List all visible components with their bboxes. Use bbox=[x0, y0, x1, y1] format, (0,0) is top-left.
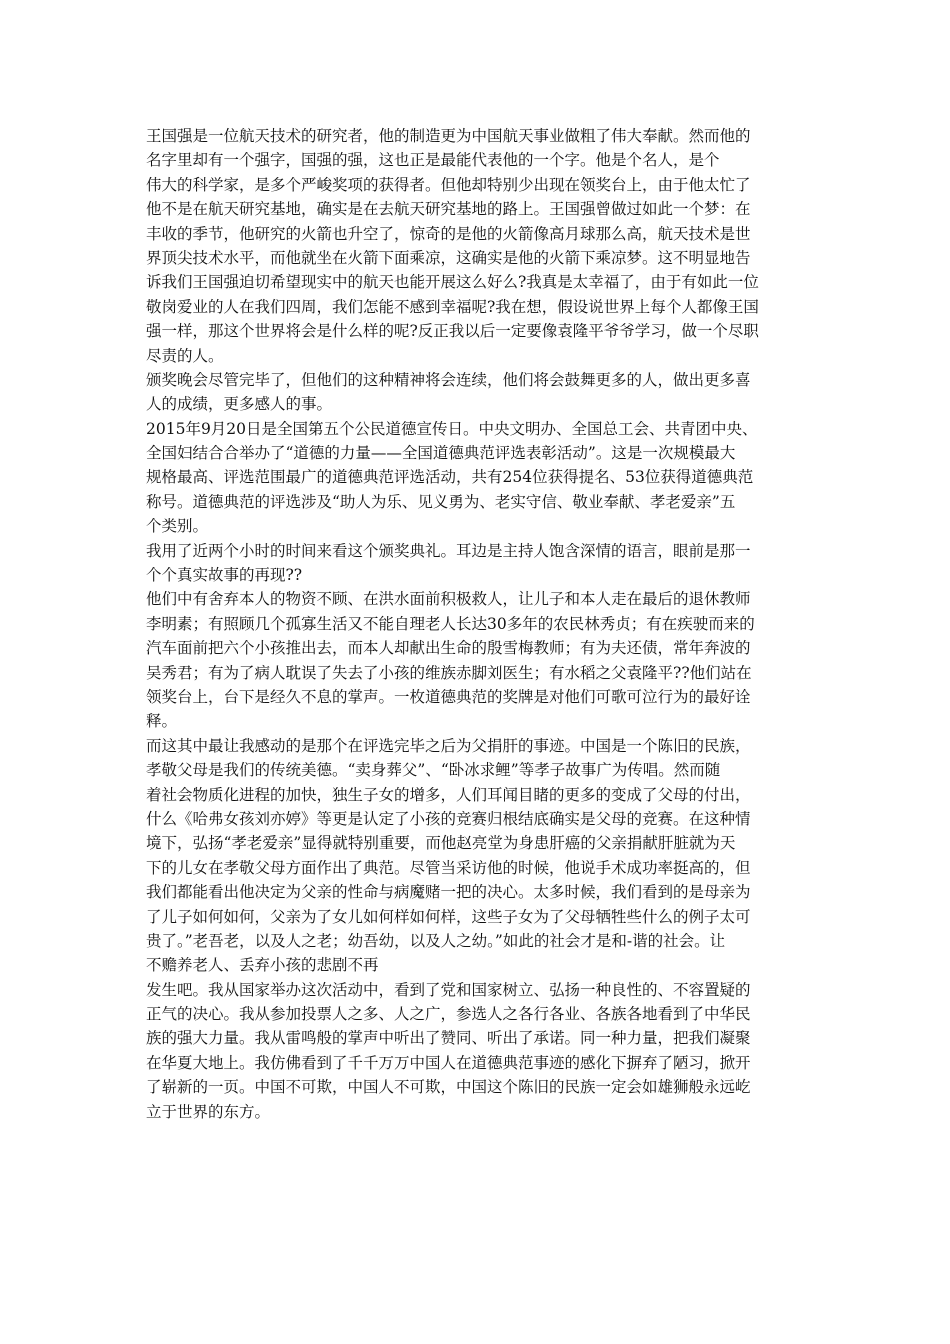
text-line: 什么《哈弗女孩刘亦婷》等更是认定了小孩的竞赛归根结底确实是父母的竞赛。在这种情 bbox=[146, 809, 751, 828]
text-line: 境下，弘扬“孝老爱亲”显得就特别重要，而他赵亮堂为身患肝癌的父亲捐献肝脏就为天 bbox=[146, 834, 736, 853]
text-line: 个个真实故事的再现?? bbox=[146, 566, 303, 585]
document-body bbox=[146, 124, 826, 1124]
text-line: 诉我们王国强迫切希望现实中的航天也能开展这么好么?我真是太幸福了，由于有如此一位 bbox=[146, 273, 759, 292]
text-line: 全国妇结合合举办了“道德的力量——全国道德典范评选表彰活动”。这是一次规模最大 bbox=[146, 444, 736, 463]
text-line: 吴秀君；有为了病人耽误了失去了小孩的维族赤脚刘医生；有水稻之父袁隆平??他们站在 bbox=[146, 663, 752, 682]
text-line: 我用了近两个小时的时间来看这个颁奖典礼。耳边是主持人饱含深情的语言，眼前是那一 bbox=[146, 541, 751, 560]
text-line: 族的强大力量。我从雷鸣般的掌声中听出了赞同、听出了承诺。同一种力量，把我们凝聚 bbox=[146, 1029, 751, 1048]
text-line: 立于世界的东方。 bbox=[146, 1102, 271, 1121]
text-line: 强一样，那这个世界将会是什么样的呢?反正我以后一定要像袁隆平爷爷学习，做一个尽职 bbox=[146, 322, 759, 341]
text-line: 领奖台上，台下是经久不息的掌声。一枚道德典范的奖牌是对他们可歌可泣行为的最好诠 bbox=[146, 687, 751, 706]
text-line: 正气的决心。我从参加投票人之多、人之广，参选人之各行各业、各族各地看到了中华民 bbox=[146, 1005, 751, 1024]
text-line: 他们中有舍弃本人的物资不顾、在洪水面前积极救人，让儿子和本人走在最后的退休教师 bbox=[146, 590, 751, 609]
text-line: 敬岗爱业的人在我们四周，我们怎能不感到幸福呢?我在想，假设说世界上每个人都像王国 bbox=[146, 297, 759, 316]
text-line: 人的成绩，更多感人的事。 bbox=[146, 395, 333, 414]
text-line: 颁奖晚会尽管完毕了，但他们的这种精神将会连续，他们将会鼓舞更多的人，做出更多喜 bbox=[146, 370, 751, 389]
text-line: 我们都能看出他决定为父亲的性命与病魔赌一把的决心。太多时候，我们看到的是母亲为 bbox=[146, 883, 751, 902]
text-line: 规格最高、评选范围最广的道德典范评选活动，共有254位获得提名、53位获得道德典范 bbox=[146, 468, 754, 487]
text-line: 尽责的人。 bbox=[146, 346, 224, 365]
text-line: 发生吧。我从国家举办这次活动中，看到了党和国家树立、弘扬一种良性的、不容置疑的 bbox=[146, 980, 751, 999]
text-line: 在华夏大地上。我仿佛看到了千千万万中国人在道德典范事迹的感化下摒弃了陋习，掀开 bbox=[146, 1053, 751, 1072]
text-line: 名字里却有一个强字，国强的强，这也正是最能代表他的一个字。他是个名人，是个 bbox=[146, 151, 720, 170]
text-line: 丰收的季节，他研究的火箭也升空了，惊奇的是他的火箭像高月球那么高，航天技术是世 bbox=[146, 224, 751, 243]
text-line: 汽车面前把六个小孩推出去，而本人却献出生命的殷雪梅教师；有为夫还债，常年奔波的 bbox=[146, 639, 751, 658]
text-line: 孝敬父母是我们的传统美德。“卖身葬父”、“卧冰求鲤”等孝子故事广为传唱。然而随 bbox=[146, 761, 721, 780]
text-line: 他不是在航天研究基地，确实是在去航天研究基地的路上。王国强曾做过如此一个梦：在 bbox=[146, 200, 751, 219]
text-line: 2015年9月20日是全国第五个公民道德宣传日。中央文明办、全国总工会、共青团中央、 bbox=[146, 419, 758, 438]
text-line: 下的儿女在孝敬父母方面作出了典范。尽管当采访他的时候，他说手术成功率挺高的，但 bbox=[146, 858, 751, 877]
text-line: 了崭新的一页。中国不可欺，中国人不可欺，中国这个陈旧的民族一定会如雄狮般永远屹 bbox=[146, 1078, 751, 1097]
text-line: 李明素；有照顾几个孤寡生活又不能自理老人长达30多年的农民林秀贞；有在疾驶而来的 bbox=[146, 614, 755, 633]
text-line: 释。 bbox=[146, 712, 178, 731]
text-line: 称号。道德典范的评选涉及“助人为乐、见义勇为、老实守信、敬业奉献、孝老爱亲”五 bbox=[146, 492, 736, 511]
text-line: 界顶尖技术水平，而他就坐在火箭下面乘凉，这确实是他的火箭下乘凉梦。这不明显地告 bbox=[146, 248, 751, 267]
text-line: 贵了。”老吾老，以及人之老；幼吾幼，以及人之幼。”如此的社会才是和-谐的社会。让 bbox=[146, 931, 726, 950]
text-line: 王国强是一位航天技术的研究者，他的制造更为中国航天事业做粗了伟大奉献。然而他的 bbox=[146, 127, 751, 145]
text-line: 而这其中最让我感动的是那个在评选完毕之后为父捐肝的事迹。中国是一个陈旧的民族， bbox=[146, 736, 751, 755]
text-line: 个类别。 bbox=[146, 517, 209, 536]
text-line: 伟大的科学家，是多个严峻奖项的获得者。但他却特别少出现在领奖台上，由于他太忙了 bbox=[146, 175, 751, 194]
text-line: 了儿子如何如何，父亲为了女儿如何样如何样，这些子女为了父母牺牲些什么的例子太可 bbox=[146, 907, 751, 926]
text-line: 不赡养老人、丢弃小孩的悲剧不再 bbox=[146, 956, 379, 975]
text-line: 着社会物质化进程的加快，独生子女的增多，人们耳闻目睹的更多的变成了父母的付出， bbox=[146, 785, 751, 804]
